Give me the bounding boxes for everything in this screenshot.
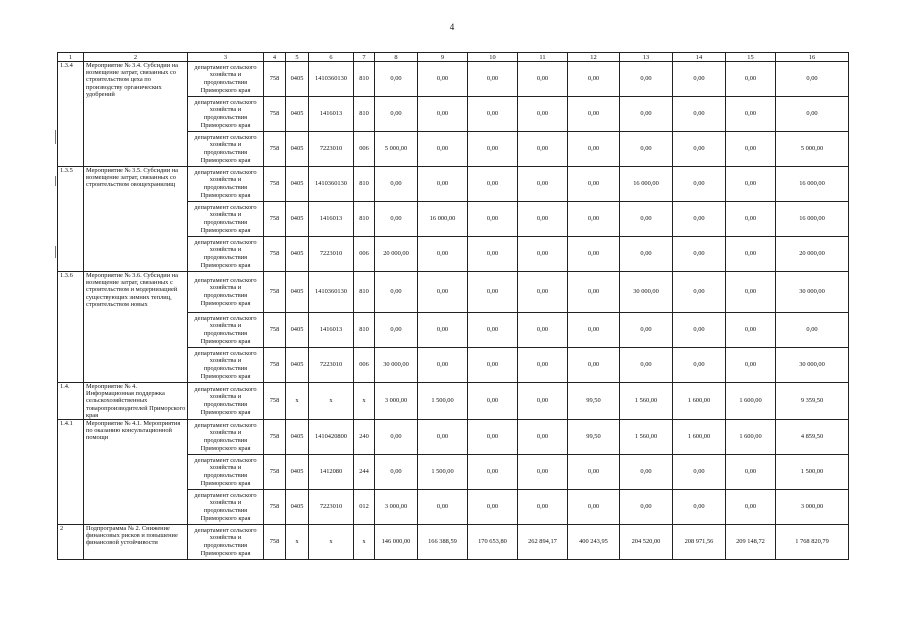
target-code: x (309, 525, 354, 560)
expense-type-code: 006 (354, 237, 375, 272)
amount-col-13: 1 560,00 (620, 420, 673, 455)
amount-col-16: 4 859,50 (776, 420, 849, 455)
amount-col-14: 0,00 (673, 455, 726, 490)
amount-col-8: 3 000,00 (375, 490, 418, 525)
amount-col-14: 208 971,56 (673, 525, 726, 560)
table-row (58, 167, 849, 202)
expense-type-code: 006 (354, 348, 375, 383)
expense-type-code: 810 (354, 167, 375, 202)
amount-col-12: 0,00 (568, 237, 620, 272)
amount-col-13: 1 560,00 (620, 383, 673, 420)
ministry-code: 758 (264, 313, 286, 348)
amount-col-8: 20 000,00 (375, 237, 418, 272)
amount-col-16: 3 000,00 (776, 490, 849, 525)
column-number-3: 3 (188, 53, 264, 62)
amount-col-12: 0,00 (568, 167, 620, 202)
department-cell: департамент сельского хозяйства и продовольствия Приморского края (188, 420, 264, 455)
table-row (58, 525, 849, 560)
amount-col-8: 0,00 (375, 97, 418, 132)
target-code: 1416013 (309, 202, 354, 237)
department-cell: департамент сельского хозяйства и продовольствия Приморского края (188, 167, 264, 202)
column-number-16: 16 (776, 53, 849, 62)
target-code: x (309, 383, 354, 420)
amount-col-13: 0,00 (620, 490, 673, 525)
ministry-code: 758 (264, 383, 286, 420)
column-number-7: 7 (354, 53, 375, 62)
amount-col-12: 99,50 (568, 383, 620, 420)
amount-col-11: 262 894,17 (518, 525, 568, 560)
column-number-13: 13 (620, 53, 673, 62)
amount-col-8: 0,00 (375, 455, 418, 490)
ministry-code: 758 (264, 455, 286, 490)
ministry-code: 758 (264, 132, 286, 167)
amount-col-13: 30 000,00 (620, 272, 673, 313)
section-code: 0405 (286, 167, 309, 202)
amount-col-16: 1 768 820,79 (776, 525, 849, 560)
column-number-10: 10 (468, 53, 518, 62)
table-row (58, 420, 849, 455)
amount-col-14: 0,00 (673, 490, 726, 525)
amount-col-13: 0,00 (620, 237, 673, 272)
ministry-code: 758 (264, 62, 286, 97)
department-cell: департамент сельского хозяйства и продовольствия Приморского края (188, 132, 264, 167)
section-code: 0405 (286, 62, 309, 97)
amount-col-9: 0,00 (418, 97, 468, 132)
amount-col-8: 0,00 (375, 62, 418, 97)
amount-col-11: 0,00 (518, 490, 568, 525)
amount-col-10: 0,00 (468, 237, 518, 272)
expense-type-code: x (354, 525, 375, 560)
amount-col-14: 0,00 (673, 313, 726, 348)
amount-col-13: 0,00 (620, 348, 673, 383)
table-row (58, 62, 849, 97)
amount-col-14: 1 600,00 (673, 383, 726, 420)
amount-col-10: 0,00 (468, 490, 518, 525)
ministry-code: 758 (264, 348, 286, 383)
column-number-8: 8 (375, 53, 418, 62)
amount-col-15: 1 600,00 (726, 383, 776, 420)
amount-col-12: 99,50 (568, 420, 620, 455)
amount-col-15: 0,00 (726, 237, 776, 272)
amount-col-15: 0,00 (726, 490, 776, 525)
target-code: 7223010 (309, 490, 354, 525)
target-code: 1416013 (309, 313, 354, 348)
target-code: 7223010 (309, 348, 354, 383)
amount-col-10: 0,00 (468, 202, 518, 237)
column-number-4: 4 (264, 53, 286, 62)
ministry-code: 758 (264, 420, 286, 455)
amount-col-12: 0,00 (568, 455, 620, 490)
amount-col-15: 0,00 (726, 62, 776, 97)
section-code: 0405 (286, 132, 309, 167)
amount-col-14: 0,00 (673, 62, 726, 97)
department-cell: департамент сельского хозяйства и продовольствия Приморского края (188, 383, 264, 420)
amount-col-15: 0,00 (726, 132, 776, 167)
column-number-2: 2 (84, 53, 188, 62)
column-number-9: 9 (418, 53, 468, 62)
ministry-code: 758 (264, 202, 286, 237)
ministry-code: 758 (264, 525, 286, 560)
amount-col-10: 0,00 (468, 313, 518, 348)
ministry-code: 758 (264, 490, 286, 525)
amount-col-14: 0,00 (673, 202, 726, 237)
measure-name: Мероприятие № 4.1. Мероприятия по оказанию консультационной помощи (84, 420, 188, 525)
amount-col-13: 0,00 (620, 455, 673, 490)
department-cell: департамент сельского хозяйства и продовольствия Приморского края (188, 525, 264, 560)
section-code: 0405 (286, 202, 309, 237)
amount-col-13: 16 000,00 (620, 167, 673, 202)
column-number-15: 15 (726, 53, 776, 62)
department-cell: департамент сельского хозяйства и продовольствия Приморского края (188, 202, 264, 237)
amount-col-10: 0,00 (468, 455, 518, 490)
amount-col-15: 0,00 (726, 202, 776, 237)
department-cell: департамент сельского хозяйства и продовольствия Приморского края (188, 490, 264, 525)
amount-col-8: 0,00 (375, 272, 418, 313)
amount-col-9: 0,00 (418, 272, 468, 313)
amount-col-13: 0,00 (620, 132, 673, 167)
department-cell: департамент сельского хозяйства и продовольствия Приморского края (188, 97, 264, 132)
amount-col-12: 0,00 (568, 132, 620, 167)
measure-name: Подпрограмма № 2. Снижение финансовых рисков и повышение финансовой устойчивости (84, 525, 188, 560)
amount-col-12: 0,00 (568, 97, 620, 132)
amount-col-9: 166 388,59 (418, 525, 468, 560)
amount-col-14: 0,00 (673, 272, 726, 313)
amount-col-10: 0,00 (468, 348, 518, 383)
item-number: 2 (58, 525, 84, 560)
amount-col-16: 9 359,50 (776, 383, 849, 420)
item-number: 1.3.5 (58, 167, 84, 272)
amount-col-16: 30 000,00 (776, 348, 849, 383)
amount-col-10: 0,00 (468, 420, 518, 455)
amount-col-10: 0,00 (468, 383, 518, 420)
amount-col-15: 0,00 (726, 313, 776, 348)
section-code: 0405 (286, 348, 309, 383)
page-number: 4 (449, 22, 455, 32)
amount-col-8: 0,00 (375, 313, 418, 348)
section-code: 0405 (286, 420, 309, 455)
column-number-14: 14 (673, 53, 726, 62)
section-code: 0405 (286, 237, 309, 272)
amount-col-13: 0,00 (620, 202, 673, 237)
amount-col-13: 0,00 (620, 97, 673, 132)
amount-col-11: 0,00 (518, 62, 568, 97)
expense-type-code: 012 (354, 490, 375, 525)
amount-col-16: 16 000,00 (776, 202, 849, 237)
amount-col-16: 5 000,00 (776, 132, 849, 167)
expense-type-code: 810 (354, 202, 375, 237)
column-number-11: 11 (518, 53, 568, 62)
amount-col-9: 0,00 (418, 167, 468, 202)
measure-name: Мероприятие № 4. Информационная поддержка сельскохозяйственных товаропроизводителей Приморского края (84, 383, 188, 420)
section-code: 0405 (286, 313, 309, 348)
expense-type-code: 810 (354, 313, 375, 348)
target-code: 7223010 (309, 237, 354, 272)
section-code: x (286, 383, 309, 420)
amount-col-11: 0,00 (518, 313, 568, 348)
amount-col-16: 0,00 (776, 97, 849, 132)
target-code: 1410360130 (309, 62, 354, 97)
amount-col-11: 0,00 (518, 420, 568, 455)
section-code: 0405 (286, 272, 309, 313)
amount-col-9: 0,00 (418, 62, 468, 97)
amount-col-11: 0,00 (518, 237, 568, 272)
amount-col-15: 0,00 (726, 97, 776, 132)
amount-col-10: 0,00 (468, 97, 518, 132)
amount-col-10: 0,00 (468, 167, 518, 202)
amount-col-9: 0,00 (418, 348, 468, 383)
column-number-5: 5 (286, 53, 309, 62)
amount-col-9: 16 000,00 (418, 202, 468, 237)
amount-col-16: 16 000,00 (776, 167, 849, 202)
item-number: 1.4. (58, 383, 84, 420)
amount-col-11: 0,00 (518, 202, 568, 237)
department-cell: департамент сельского хозяйства и продовольствия Приморского края (188, 455, 264, 490)
amount-col-10: 0,00 (468, 132, 518, 167)
table-row (58, 272, 849, 313)
department-cell: департамент сельского хозяйства и продовольствия Приморского края (188, 62, 264, 97)
item-number: 1.3.4 (58, 62, 84, 167)
table-body (58, 62, 849, 560)
amount-col-8: 5 000,00 (375, 132, 418, 167)
amount-col-15: 0,00 (726, 272, 776, 313)
target-code: 1410360130 (309, 272, 354, 313)
amount-col-16: 0,00 (776, 313, 849, 348)
amount-col-14: 0,00 (673, 132, 726, 167)
target-code: 1416013 (309, 97, 354, 132)
margin-mark (55, 176, 56, 186)
amount-col-8: 3 000,00 (375, 383, 418, 420)
column-number-1: 1 (58, 53, 84, 62)
target-code: 7223010 (309, 132, 354, 167)
amount-col-9: 1 500,00 (418, 383, 468, 420)
ministry-code: 758 (264, 167, 286, 202)
expense-type-code: 810 (354, 97, 375, 132)
amount-col-9: 1 500,00 (418, 455, 468, 490)
amount-col-15: 0,00 (726, 348, 776, 383)
amount-col-16: 20 000,00 (776, 237, 849, 272)
expense-type-code: 810 (354, 62, 375, 97)
measure-name: Мероприятие № 3.6. Субсидии на возмещение затрат, связанных с строительством и модернизацией существующих зимних теплиц, строительством новых (84, 272, 188, 383)
amount-col-8: 30 000,00 (375, 348, 418, 383)
amount-col-12: 0,00 (568, 490, 620, 525)
margin-mark (55, 246, 56, 258)
amount-col-11: 0,00 (518, 455, 568, 490)
amount-col-11: 0,00 (518, 348, 568, 383)
amount-col-9: 0,00 (418, 132, 468, 167)
amount-col-16: 1 500,00 (776, 455, 849, 490)
department-cell: департамент сельского хозяйства и продовольствия Приморского края (188, 272, 264, 313)
expense-type-code: 006 (354, 132, 375, 167)
section-code: x (286, 525, 309, 560)
target-code: 1412080 (309, 455, 354, 490)
amount-col-14: 0,00 (673, 97, 726, 132)
amount-col-10: 0,00 (468, 272, 518, 313)
item-number: 1.4.1 (58, 420, 84, 525)
margin-mark (55, 130, 56, 144)
ministry-code: 758 (264, 272, 286, 313)
budget-table (57, 52, 849, 560)
amount-col-8: 0,00 (375, 167, 418, 202)
measure-name: Мероприятие № 3.5. Субсидии на возмещение затрат, связанных со строительством овощехранилищ (84, 167, 188, 272)
section-code: 0405 (286, 97, 309, 132)
amount-col-15: 1 600,00 (726, 420, 776, 455)
table-row (58, 383, 849, 420)
amount-col-12: 0,00 (568, 272, 620, 313)
section-code: 0405 (286, 490, 309, 525)
amount-col-9: 0,00 (418, 420, 468, 455)
amount-col-11: 0,00 (518, 272, 568, 313)
amount-col-15: 209 148,72 (726, 525, 776, 560)
amount-col-12: 0,00 (568, 348, 620, 383)
amount-col-11: 0,00 (518, 97, 568, 132)
expense-type-code: x (354, 383, 375, 420)
amount-col-9: 0,00 (418, 313, 468, 348)
amount-col-8: 0,00 (375, 202, 418, 237)
amount-col-14: 0,00 (673, 167, 726, 202)
amount-col-12: 0,00 (568, 202, 620, 237)
column-number-12: 12 (568, 53, 620, 62)
amount-col-9: 0,00 (418, 237, 468, 272)
target-code: 1410420800 (309, 420, 354, 455)
expense-type-code: 244 (354, 455, 375, 490)
column-number-row (58, 53, 849, 62)
amount-col-10: 0,00 (468, 62, 518, 97)
amount-col-16: 0,00 (776, 62, 849, 97)
item-number: 1.3.6 (58, 272, 84, 383)
amount-col-16: 30 000,00 (776, 272, 849, 313)
amount-col-13: 0,00 (620, 62, 673, 97)
amount-col-8: 146 000,00 (375, 525, 418, 560)
amount-col-14: 1 600,00 (673, 420, 726, 455)
department-cell: департамент сельского хозяйства и продовольствия Приморского края (188, 348, 264, 383)
amount-col-14: 0,00 (673, 237, 726, 272)
amount-col-13: 0,00 (620, 313, 673, 348)
department-cell: департамент сельского хозяйства и продовольствия Приморского края (188, 237, 264, 272)
amount-col-15: 0,00 (726, 167, 776, 202)
amount-col-12: 400 243,95 (568, 525, 620, 560)
column-number-6: 6 (309, 53, 354, 62)
ministry-code: 758 (264, 237, 286, 272)
amount-col-11: 0,00 (518, 383, 568, 420)
amount-col-10: 170 653,80 (468, 525, 518, 560)
amount-col-9: 0,00 (418, 490, 468, 525)
ministry-code: 758 (264, 97, 286, 132)
amount-col-11: 0,00 (518, 167, 568, 202)
amount-col-12: 0,00 (568, 62, 620, 97)
amount-col-15: 0,00 (726, 455, 776, 490)
amount-col-14: 0,00 (673, 348, 726, 383)
expense-type-code: 810 (354, 272, 375, 313)
expense-type-code: 240 (354, 420, 375, 455)
department-cell: департамент сельского хозяйства и продовольствия Приморского края (188, 313, 264, 348)
amount-col-13: 204 520,00 (620, 525, 673, 560)
amount-col-12: 0,00 (568, 313, 620, 348)
amount-col-11: 0,00 (518, 132, 568, 167)
amount-col-8: 0,00 (375, 420, 418, 455)
measure-name: Мероприятие № 3.4. Субсидии на возмещение затрат, связанных со строительством цеха по производству органических удобрений (84, 62, 188, 167)
target-code: 1410360130 (309, 167, 354, 202)
section-code: 0405 (286, 455, 309, 490)
